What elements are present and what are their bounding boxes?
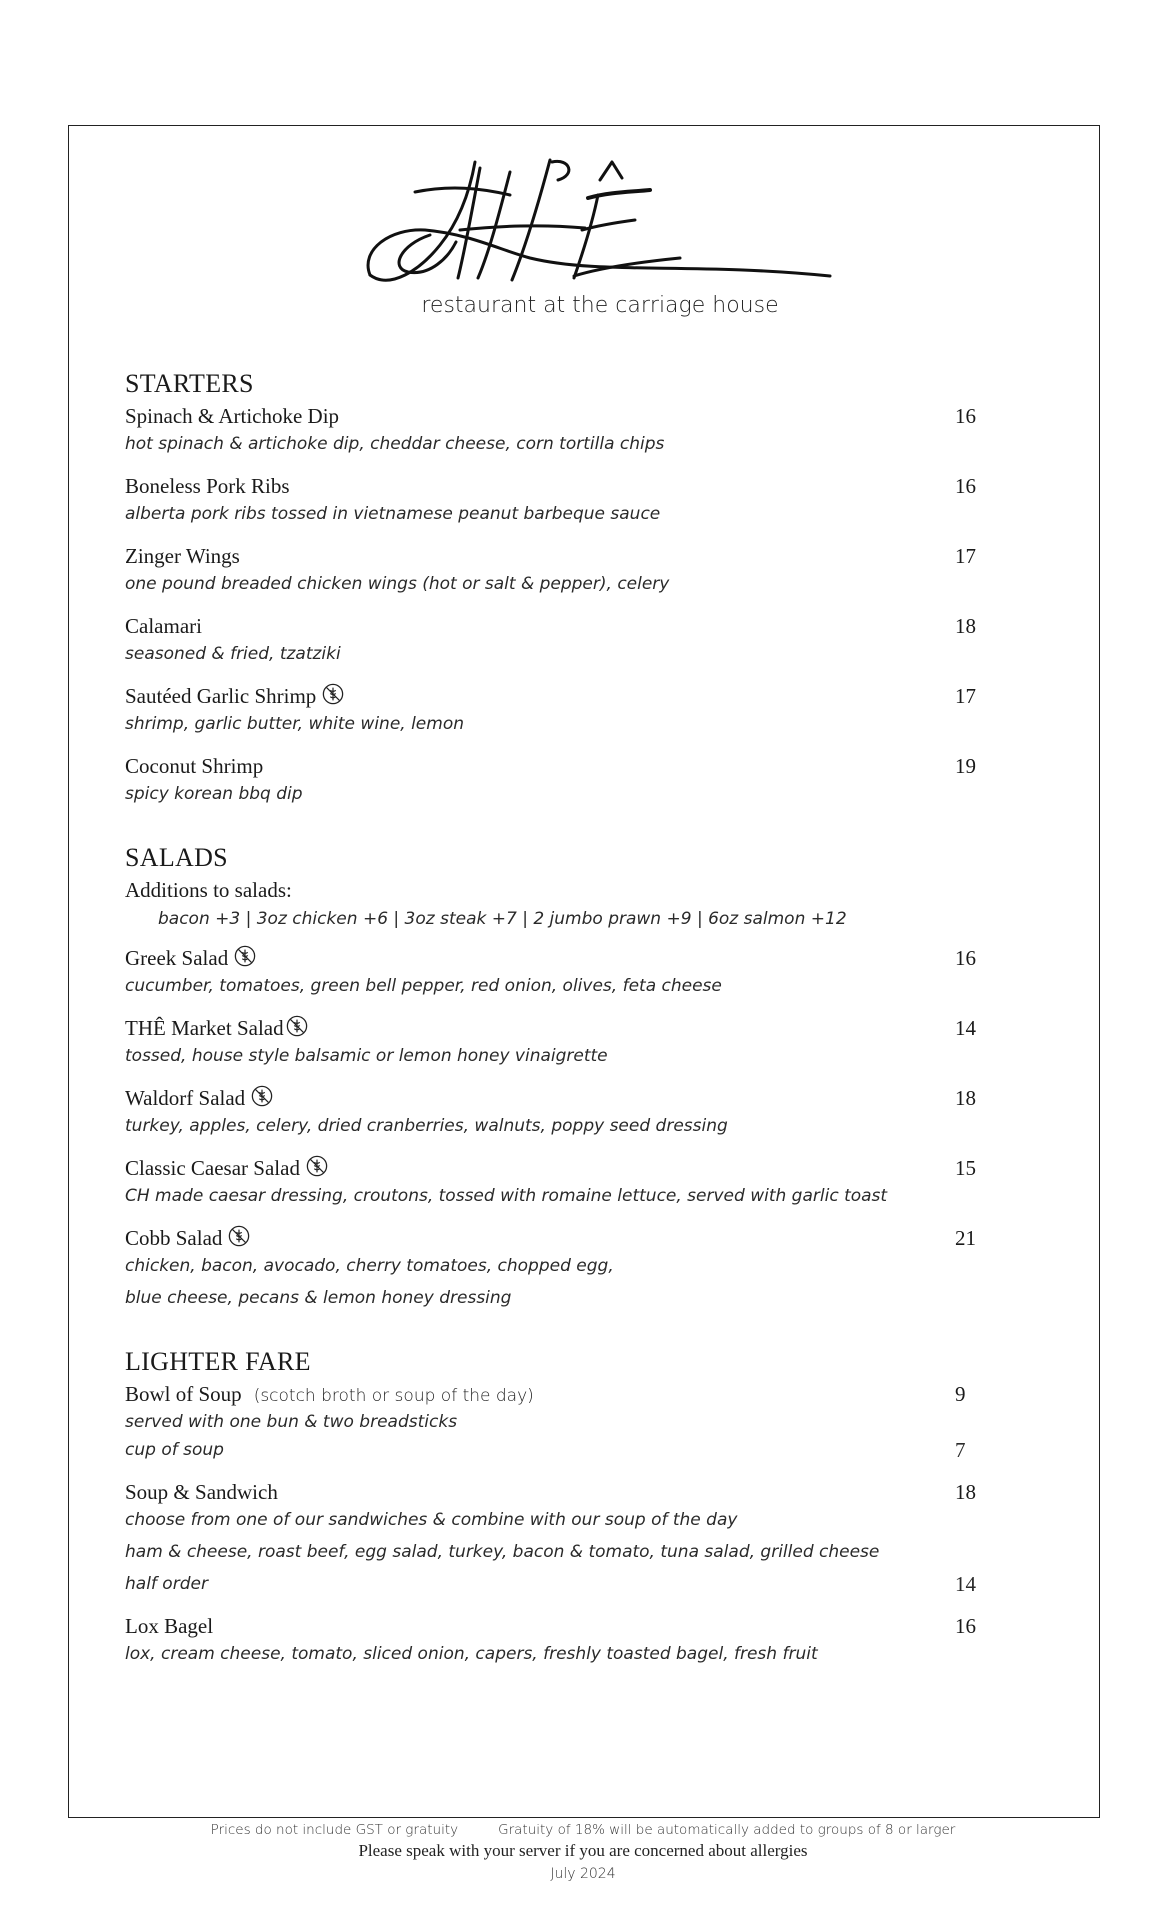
item-price: 14 bbox=[955, 1016, 976, 1040]
gluten-free-icon bbox=[286, 1015, 308, 1037]
section-starters bbox=[125, 366, 1015, 808]
item-price: 19 bbox=[955, 754, 976, 778]
item-description: hot spinach & artichoke dip, cheddar cheese, corn tortilla chips bbox=[125, 434, 665, 454]
item-name: Sautéed Garlic Shrimp bbox=[125, 684, 317, 708]
item-name: Spinach & Artichoke Dip bbox=[125, 404, 340, 428]
section-title: SALADS bbox=[125, 843, 228, 872]
item-description: choose from one of our sandwiches & combine with our soup of the day bbox=[125, 1510, 738, 1530]
item-name: Bowl of Soup bbox=[125, 1382, 242, 1406]
item-description: one pound breaded chicken wings (hot or salt & pepper), celery bbox=[125, 574, 670, 594]
item-description: alberta pork ribs tossed in vietnamese peanut barbeque sauce bbox=[125, 504, 661, 524]
gluten-free-icon bbox=[228, 1225, 250, 1247]
item-name: Boneless Pork Ribs bbox=[125, 474, 290, 498]
item-price: 18 bbox=[955, 1086, 976, 1110]
item-description: served with one bun & two breadsticks bbox=[125, 1412, 458, 1432]
menu-item bbox=[125, 944, 1015, 1000]
the-signature-logo bbox=[360, 150, 840, 290]
item-name: Classic Caesar Salad bbox=[125, 1156, 300, 1180]
section-lighter-fare bbox=[125, 1344, 1015, 1668]
item-price: 17 bbox=[955, 544, 976, 568]
item-description: shrimp, garlic butter, white wine, lemon bbox=[125, 714, 465, 734]
menu-item bbox=[125, 472, 1015, 528]
gratuity-note: Gratuity of 18% will be automatically added to groups of 8 or larger bbox=[498, 1822, 956, 1838]
restaurant-logo bbox=[360, 150, 840, 330]
menu-item bbox=[125, 612, 1015, 668]
menu-content bbox=[125, 366, 1015, 1682]
item-name: Lox Bagel bbox=[125, 1614, 214, 1638]
item-name: THÊ Market Salad bbox=[125, 1016, 284, 1040]
section-salads bbox=[125, 840, 1015, 1312]
item-name: Cobb Salad bbox=[125, 1226, 223, 1250]
item-price: 16 bbox=[955, 946, 976, 970]
item-price: 16 bbox=[955, 404, 976, 428]
item-description: CH made caesar dressing, croutons, tossed with romaine lettuce, served with garlic toast bbox=[125, 1186, 888, 1206]
item-price: 9 bbox=[955, 1382, 966, 1406]
half-order-row bbox=[125, 1570, 1015, 1598]
item-name: Greek Salad bbox=[125, 946, 229, 970]
gluten-free-icon bbox=[322, 683, 344, 705]
item-price: 18 bbox=[955, 614, 976, 638]
menu-item bbox=[125, 542, 1015, 598]
menu-item bbox=[125, 752, 1015, 808]
item-name: Calamari bbox=[125, 614, 202, 638]
item-name: Zinger Wings bbox=[125, 544, 240, 568]
menu-item bbox=[125, 682, 1015, 738]
menu-item bbox=[125, 1612, 1015, 1668]
menu-item bbox=[125, 1380, 1015, 1464]
item-description: turkey, apples, celery, dried cranberries, walnuts, poppy seed dressing bbox=[125, 1116, 728, 1136]
menu-item bbox=[125, 1478, 1015, 1598]
prices-note: Prices do not include GST or gratuity bbox=[210, 1822, 459, 1838]
item-note: (scotch broth or soup of the day) bbox=[253, 1386, 534, 1406]
item-description: lox, cream cheese, tomato, sliced onion, capers, freshly toasted bagel, fresh fruit bbox=[125, 1644, 818, 1664]
item-description: seasoned & fried, tzatziki bbox=[125, 644, 341, 664]
half-order-price: 14 bbox=[955, 1572, 976, 1596]
cup-of-soup-row bbox=[125, 1436, 1015, 1464]
item-price: 16 bbox=[955, 1614, 976, 1638]
tagline: restaurant at the carriage house bbox=[421, 293, 779, 318]
gluten-free-icon bbox=[234, 945, 256, 967]
menu-item bbox=[125, 1014, 1015, 1070]
salad-additions: bacon +3 | 3oz chicken +6 | 3oz steak +7 | 2 jumbo prawn +9 | 6oz salmon +12 bbox=[158, 909, 847, 929]
menu-date: July 2024 bbox=[550, 1866, 616, 1882]
item-description: spicy korean bbq dip bbox=[125, 784, 303, 804]
item-price: 18 bbox=[955, 1480, 976, 1504]
item-description-line-2: blue cheese, pecans & lemon honey dressing bbox=[125, 1288, 512, 1308]
additions-label: Additions to salads: bbox=[125, 878, 292, 902]
menu-item bbox=[125, 1154, 1015, 1210]
gluten-free-icon bbox=[306, 1155, 328, 1177]
allergy-note: Please speak with your server if you are concerned about allergies bbox=[358, 1841, 808, 1860]
half-order-label: half order bbox=[125, 1574, 208, 1594]
item-description: cucumber, tomatoes, green bell pepper, red onion, olives, feta cheese bbox=[125, 976, 722, 996]
item-price: 15 bbox=[955, 1156, 976, 1180]
item-name: Waldorf Salad bbox=[125, 1086, 246, 1110]
menu-item bbox=[125, 402, 1015, 458]
item-price: 21 bbox=[955, 1226, 976, 1250]
gluten-free-icon bbox=[251, 1085, 273, 1107]
menu-item bbox=[125, 1224, 1015, 1312]
item-description: tossed, house style balsamic or lemon honey vinaigrette bbox=[125, 1046, 608, 1066]
cup-price: 7 bbox=[955, 1438, 966, 1462]
item-price: 16 bbox=[955, 474, 976, 498]
item-price: 17 bbox=[955, 684, 976, 708]
section-title: LIGHTER FARE bbox=[125, 1347, 311, 1376]
sandwich-options: ham & cheese, roast beef, egg salad, turkey, bacon & tomato, tuna salad, grilled cheese bbox=[125, 1542, 880, 1562]
item-description: chicken, bacon, avocado, cherry tomatoes, chopped egg, bbox=[125, 1256, 614, 1276]
section-title: STARTERS bbox=[125, 369, 254, 398]
menu-item bbox=[125, 1084, 1015, 1140]
item-name: Soup & Sandwich bbox=[125, 1480, 278, 1504]
item-name: Coconut Shrimp bbox=[125, 754, 264, 778]
footer-notes bbox=[0, 1822, 1166, 1838]
cup-label: cup of soup bbox=[125, 1440, 224, 1460]
